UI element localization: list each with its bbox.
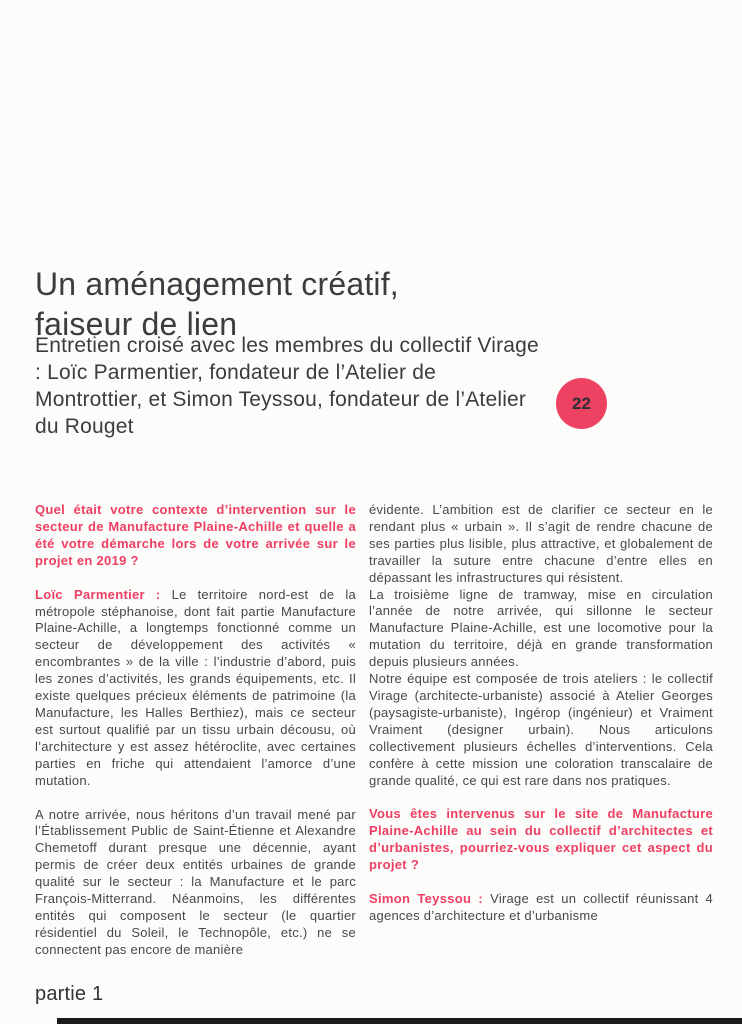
interview-question: Vous êtes intervenus sur le site de Manufacture Plaine-Achille au sein du collectif d’architectes et d’urbanistes, pourriez-vous expliquer cet aspect du projet ? bbox=[369, 806, 713, 873]
bottom-edge-bar bbox=[57, 1018, 742, 1024]
page-title-line2: faiseur de lien bbox=[35, 306, 238, 343]
page-subtitle: Entretien croisé avec les membres du collectif Virage : Loïc Parmentier, fondateur de l’Atelier de Montrottier, et Simon Teyssou, fondateur de l’Atelier du Rouget bbox=[35, 334, 539, 438]
paragraph-text: Loïc Parmentier : Le territoire nord-est de la métropole stéphanoise, dont fait partie Manufacture Plaine-Achille, a longtemps fonctionné comme un secteur de développement des activités « encombrantes » de la ville : l’industrie d’abord, puis les zones d’activités, les grands équipements, etc. Il existe quelques précieux éléments de patrimoine (la Manufacture, les Halles Berthiez), mais ce secteur est surtout qualifié par un tissu urbain décousu, où l’architecture y est assez hétéroclite, avec certaines parties en friche qui attendaient l’amorce d’une mutation. bbox=[35, 586, 356, 788]
interview-question: Quel était votre contexte d’intervention sur le secteur de Manufacture Plaine-Achille et quelle a été votre démarche lors de votre arrivée sur le projet en 2019 ? bbox=[35, 502, 356, 568]
article-body bbox=[35, 502, 713, 959]
paragraph-text: A notre arrivée, nous héritons d’un travail mené par l’Établissement Public de Saint-Étienne et Alexandre Chemetoff durant presque une décennie, ayant permis de créer deux entités urbaines de grande qualité sur le secteur : la Manufacture et le parc François-Mitterrand. Néanmoins, les différentes entités qui composent le secteur (le quartier résidentiel du Soleil, le Technopôle, etc.) ne se connectent pas encore de manière bbox=[35, 806, 356, 957]
article-column-right bbox=[369, 502, 713, 959]
paragraph-text: Simon Teyssou : Virage est un collectif réunissant 4 agences d’architecture et d’urbanisme bbox=[369, 891, 714, 923]
paragraph-text: évidente. L’ambition est de clarifier ce secteur en le rendant plus « urbain ». Il s’agit de rendre chacune de ses parties plus lisible, plus attractive, et globalement de travailler la suture entre chacune d’entre elles en dépassant les infrastructures qui résistent. bbox=[369, 502, 713, 585]
page-number-badge bbox=[556, 378, 607, 429]
page-title-line1: Un aménagement créatif, bbox=[35, 266, 399, 303]
article-column-left bbox=[35, 502, 356, 959]
speaker-name: Loïc Parmentier : bbox=[35, 586, 172, 602]
paragraph-text: Notre équipe est composée de trois ateliers : le collectif Virage (architecte-urbaniste) associé à Atelier Georges (paysagiste-urbaniste), Ingérop (ingénieur) et Vraiment Vraiment (designer urbain). Nous articulons collectivement plusieurs échelles d’interventions. Cela confère à cette mission une coloration transcalaire de grande qualité, ce qui est rare dans nos pratiques. bbox=[369, 671, 713, 788]
speaker-name: Simon Teyssou : bbox=[369, 891, 491, 907]
page-number: 22 bbox=[572, 393, 591, 413]
footer-part-label: partie 1 bbox=[35, 983, 104, 1005]
paragraph-text: La troisième ligne de tramway, mise en circulation l’année de notre arrivée, qui sillonne le secteur Manufacture Plaine-Achille, est une locomotive pour la mutation du territoire, déjà en grande transformation depuis plusieurs années. bbox=[369, 586, 713, 670]
